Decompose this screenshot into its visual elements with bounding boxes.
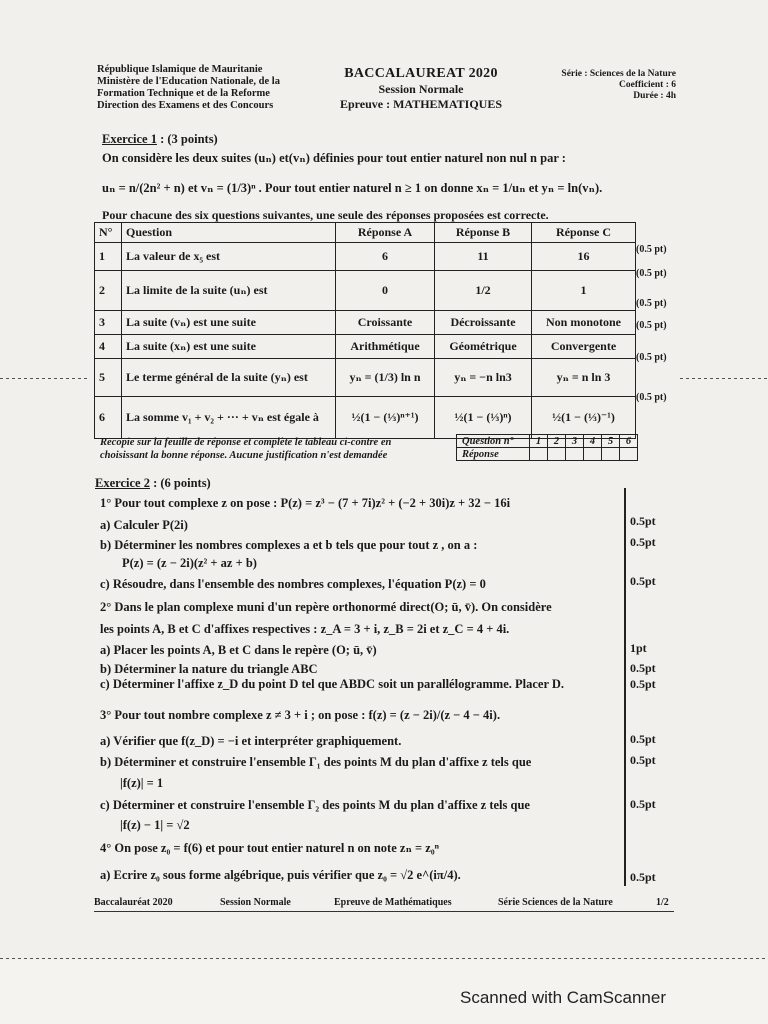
line-score: 0.5pt — [630, 677, 656, 691]
header-cell: Question — [122, 223, 336, 243]
answer-blank — [548, 448, 566, 461]
footer-page: 1/2 — [656, 897, 669, 908]
answer-table-row — [457, 435, 638, 448]
answer-a-cell: 6 — [336, 243, 435, 271]
scan-fold-mark — [0, 378, 88, 379]
line-score: 0.5pt — [630, 535, 656, 549]
answer-table-label: Question n° — [457, 435, 530, 448]
line-score: 0.5pt — [630, 753, 656, 767]
row-points: (0.5 pt) — [636, 244, 667, 255]
answer-b-cell: yₙ = −n ln3 — [435, 359, 532, 397]
answer-col: 6 — [620, 435, 638, 448]
header-cell: Réponse B — [435, 223, 532, 243]
question-cell: La suite (xₙ) est une suite — [122, 335, 336, 359]
answer-a-cell: 0 — [336, 271, 435, 311]
exercise-1-intro: On considère les deux suites (uₙ) et(vₙ) définies pour tout entier naturel non nul n par : — [102, 151, 566, 165]
row-points: (0.5 pt) — [636, 298, 667, 309]
row-number: 4 — [95, 335, 122, 359]
exercise-2-line: c) Déterminer et construire l'ensemble Γ₂ des points M du plan d'affixe z tels que — [100, 798, 530, 812]
score-column-divider — [624, 488, 626, 886]
answer-table — [456, 434, 638, 461]
question-cell: La suite (vₙ) est une suite — [122, 311, 336, 335]
table-row — [95, 271, 636, 311]
line-score: 0.5pt — [630, 574, 656, 588]
answer-a-cell: Croissante — [336, 311, 435, 335]
header-institution — [97, 64, 280, 112]
line-score: 1pt — [630, 641, 647, 655]
exercise-2-line: |f(z) − 1| = √2 — [120, 818, 190, 832]
answer-c-cell: 16 — [532, 243, 636, 271]
table-row — [95, 359, 636, 397]
exercise-2-line: 4° On pose z₀ = f(6) et pour tout entier naturel n on note zₙ = z₀ⁿ — [100, 841, 439, 855]
table-header-row — [95, 223, 636, 243]
answer-c-cell: Convergente — [532, 335, 636, 359]
row-points: (0.5 pt) — [636, 268, 667, 279]
line-score: 0.5pt — [630, 732, 656, 746]
header-cell: Réponse C — [532, 223, 636, 243]
answer-b-cell: 1/2 — [435, 271, 532, 311]
answer-b-cell: ½(1 − (⅓)ⁿ) — [435, 397, 532, 439]
answer-col: 4 — [584, 435, 602, 448]
row-number: 6 — [95, 397, 122, 439]
footer-session: Session Normale — [220, 897, 291, 908]
exam-title: BACCALAUREAT 2020 — [344, 66, 498, 81]
answer-b-cell: 11 — [435, 243, 532, 271]
exercise-2-line: 2° Dans le plan complexe muni d'un repère orthonormé direct(O; ū, v̄). On considère — [100, 600, 552, 614]
table-row — [95, 243, 636, 271]
exercise-2-line: b) Déterminer les nombres complexes a et b tels que pour tout z , on a : — [100, 538, 478, 552]
answer-b-cell: Décroissante — [435, 311, 532, 335]
answer-a-cell: ½(1 − (⅓)ⁿ⁺¹) — [336, 397, 435, 439]
exercise-2-label: Exercice 2 — [95, 476, 150, 490]
answer-blank — [566, 448, 584, 461]
header-line: Durée : 4h — [633, 91, 676, 101]
header-line: Ministère de l'Education Nationale, de la — [97, 76, 280, 87]
header-line: Formation Technique et de la Reforme — [97, 88, 270, 99]
header-line: Série : Sciences de la Nature — [561, 69, 676, 79]
answer-blank — [530, 448, 548, 461]
exercise-2-line: a) Vérifier que f(z_D) = −i et interpréter graphiquement. — [100, 734, 402, 748]
answer-table-row — [457, 448, 638, 461]
header-line: Coefficient : 6 — [619, 80, 676, 90]
exercise-2-line: c) Résoudre, dans l'ensemble des nombres complexes, l'équation P(z) = 0 — [100, 577, 486, 591]
header-line: Direction des Examens et des Concours — [97, 100, 274, 111]
recopie-line-2: choisissant la bonne réponse. Aucune justification n'est demandée — [100, 450, 388, 461]
answer-col: 2 — [548, 435, 566, 448]
answer-blank — [584, 448, 602, 461]
table-row — [95, 335, 636, 359]
exercise-2-title — [95, 476, 211, 491]
line-score: 0.5pt — [630, 797, 656, 811]
footer-rule — [94, 911, 674, 912]
header-serie — [548, 69, 676, 102]
answer-a-cell: yₙ = (1/3) ln n — [336, 359, 435, 397]
question-cell: La valeur de x₅ est — [122, 243, 336, 271]
header-cell: Réponse A — [336, 223, 435, 243]
answer-b-cell: Géométrique — [435, 335, 532, 359]
exercise-1-definitions: uₙ = n/(2n² + n) et vₙ = (1/3)ⁿ . Pour tout entier naturel n ≥ 1 on donne xₙ = 1/uₙ et yₙ = ln(vₙ). — [102, 181, 603, 195]
answer-col: 3 — [566, 435, 584, 448]
exercise-2-line: a) Placer les points A, B et C dans le repère (O; ū, v̄) — [100, 643, 377, 657]
question-cell: La somme v₁ + v₂ + ··· + vₙ est égale à — [122, 397, 336, 439]
scan-page-edge — [0, 958, 768, 959]
scan-fold-mark — [680, 378, 768, 379]
answer-blank — [620, 448, 638, 461]
exercise-2-line: 3° Pour tout nombre complexe z ≠ 3 + i ; on pose : f(z) = (z − 2i)/(z − 4 − 4i). — [100, 708, 501, 722]
answer-a-cell: Arithmétique — [336, 335, 435, 359]
answer-c-cell: Non monotone — [532, 311, 636, 335]
exam-session: Session Normale — [378, 82, 464, 96]
exercise-2-line: les points A, B et C d'affixes respectives : z_A = 3 + i, z_B = 2i et z_C = 4 + 4i. — [100, 622, 510, 636]
table-row — [95, 397, 636, 439]
recopie-line-1: Recopie sur la feuille de réponse et complète le tableau ci-contre en — [100, 437, 392, 448]
answer-c-cell: yₙ = n ln 3 — [532, 359, 636, 397]
scanner-watermark: Scanned with CamScanner — [460, 988, 667, 1007]
answer-col: 5 — [602, 435, 620, 448]
header-title-block — [340, 66, 502, 112]
line-score: 0.5pt — [630, 661, 656, 675]
question-cell: La limite de la suite (uₙ) est — [122, 271, 336, 311]
exercise-2-line: 1° Pour tout complexe z on pose : P(z) = z³ − (7 + 7i)z² + (−2 + 30i)z + 32 − 16i — [100, 496, 511, 510]
footer-serie: Série Sciences de la Nature — [498, 897, 613, 908]
exercise-2-line: P(z) = (z − 2i)(z² + az + b) — [122, 556, 257, 570]
exercise-2-line: b) Déterminer et construire l'ensemble Γ₁ des points M du plan d'affixe z tels que — [100, 755, 532, 769]
exercise-2-line: a) Calculer P(2i) — [100, 518, 188, 532]
footer-exam: Baccalauréat 2020 — [94, 897, 173, 908]
table-row — [95, 311, 636, 335]
exercise-2-points: : (6 points) — [149, 476, 211, 490]
exercise-2-line: |f(z)| = 1 — [120, 776, 164, 790]
exercise-2-line: c) Déterminer l'affixe z_D du point D tel que ABDC soit un parallélogramme. Placer D. — [100, 677, 565, 691]
question-cell: Le terme général de la suite (yₙ) est — [122, 359, 336, 397]
answer-c-cell: 1 — [532, 271, 636, 311]
exercise-2-line: b) Déterminer la nature du triangle ABC — [100, 662, 318, 676]
answer-c-cell: ½(1 − (⅓)⁻¹) — [532, 397, 636, 439]
row-number: 5 — [95, 359, 122, 397]
row-number: 2 — [95, 271, 122, 311]
exercise-2-line: a) Ecrire z₀ sous forme algébrique, puis vérifier que z₀ = √2 e^(iπ/4). — [100, 868, 461, 882]
row-points: (0.5 pt) — [636, 352, 667, 363]
answer-col: 1 — [530, 435, 548, 448]
header-line: République Islamique de Mauritanie — [97, 64, 263, 75]
line-score: 0.5pt — [630, 514, 656, 528]
footer-subject: Epreuve de Mathématiques — [334, 897, 452, 908]
exercise-1-title — [102, 132, 218, 147]
row-number: 1 — [95, 243, 122, 271]
exercise-1-label: Exercice 1 — [102, 132, 157, 146]
exam-subject: Epreuve : MATHEMATIQUES — [340, 97, 503, 111]
answer-blank — [602, 448, 620, 461]
exercise-1-instruction: Pour chacune des six questions suivantes, une seule des réponses proposées est correcte. — [102, 208, 549, 222]
qcm-table — [94, 222, 636, 439]
row-points: (0.5 pt) — [636, 392, 667, 403]
exercise-1-points: : (3 points) — [156, 132, 218, 146]
row-points: (0.5 pt) — [636, 320, 667, 331]
header-cell: N° — [95, 223, 122, 243]
row-number: 3 — [95, 311, 122, 335]
line-score: 0.5pt — [630, 870, 656, 884]
answer-table-label: Réponse — [457, 448, 530, 461]
